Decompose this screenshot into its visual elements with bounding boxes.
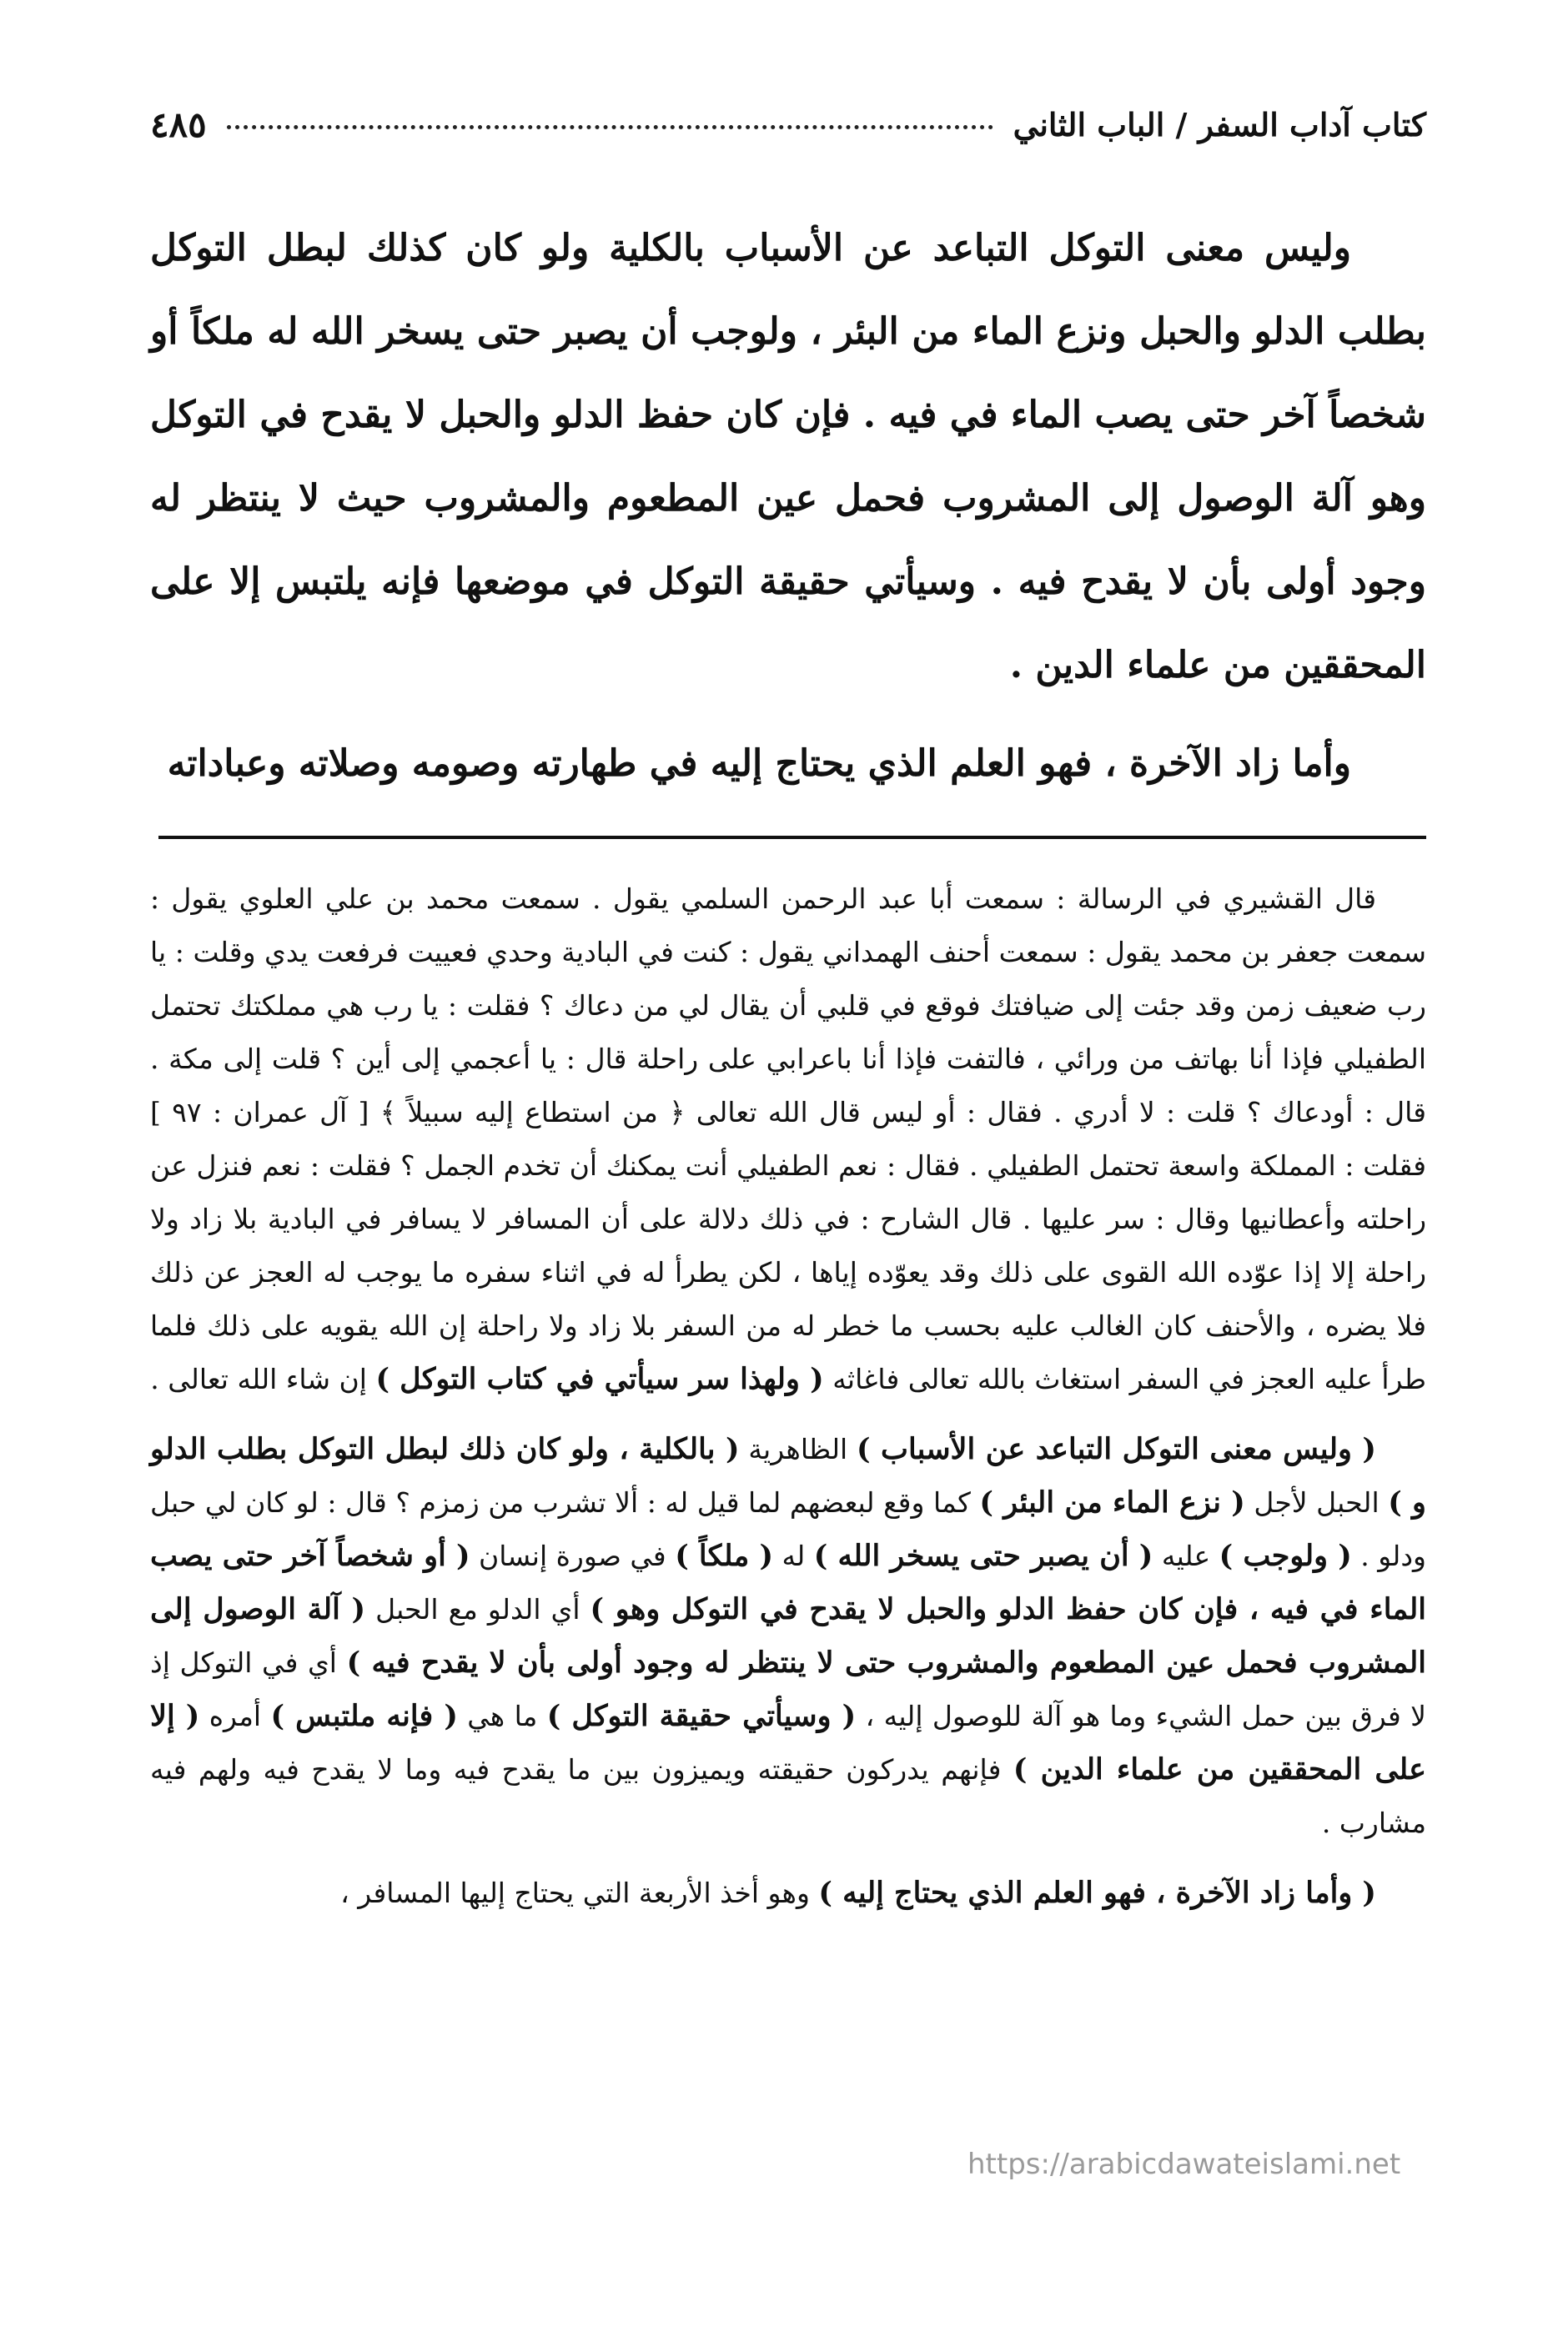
main-paragraph: وليس معنى التوكل التباعد عن الأسباب بالكلية ولو كان كذلك لبطل التوكل بطلب الدلو والحبل ونزع الماء من البئر ، ولوجب أن يصبر حتى يسخر الله له ملكاً أو شخصاً آخر حتى يصب الماء في فيه . فإن كان حفظ الدلو والحبل لا يقدح في التوكل وهو آلة الوصول إلى المشروب فحمل عين المطعوم والمشروب حيث لا ينتظر له وجود أولى بأن لا يقدح فيه . وسيأتي حقيقة التوكل في موضعها فإنه يلتبس إلا على المحققين من علماء الدين .	[150, 227, 1426, 686]
header-dot-leader	[227, 120, 993, 129]
source-watermark: https://arabicdawateislami.net	[967, 2148, 1401, 2181]
main-text	[150, 207, 1426, 806]
commentary-footnotes	[150, 872, 1426, 1920]
footnote-paragraph: قال القشيري في الرسالة : سمعت أبا عبد الرحمن السلمي يقول . سمعت محمد بن علي العلوي يقول : سمعت جعفر بن محمد يقول : سمعت أحنف الهمداني يقول : كنت في البادية وحدي فعييت فرفعت يدي وقلت : يا رب ضعيف زمن وقد جئت إلى ضيافتك فوقع في قلبي أن يقال لي من دعاك ؟ فقلت : يا رب هي مملكتك تحتمل الطفيلي فإذا أنا بهاتف من ورائي ، فالتفت فإذا أنا باعرابي على راحلة قال : يا أعجمي إلى أين ؟ قلت إلى مكة . قال : أودعاك ؟ قلت : لا أدري . فقال : أو ليس قال الله تعالى ﴿ من استطاع إليه سبيلاً ﴾ [ آل عمران : ٩٧ ] فقلت : المملكة واسعة تحتمل الطفيلي . فقال : نعم الطفيلي أنت يمكنك أن تخدم الجمل ؟ فقلت : نعم فنزل عن راحلته وأعطانيها وقال : سر عليها . قال الشارح : في ذلك دلالة على أن المسافر لا يسافر في البادية بلا زاد ولا راحلة إلا إذا عوّده الله القوى على ذلك وقد يعوّده إياها ، لكن يطرأ له في اثناء سفره ما يوجب له العجز عن ذلك فلا يضره ، والأحنف كان الغالب عليه بحسب ما خطر له من السفر بلا زاد ولا راحلة إن الله يقويه على ذلك فلما طرأ عليه العجز في السفر استغاث بالله تعالى فاغاثه ( ولهذا سر سيأتي في كتاب التوكل ) إن شاء الله تعالى .	[150, 882, 1427, 1396]
footnote-paragraph: ( وأما زاد الآخرة ، فهو العلم الذي يحتاج إليه ) وهو أخذ الأربعة التي يحتاج إليها المسافر ،	[340, 1876, 1376, 1910]
book-page	[150, 92, 1426, 2294]
page-number: ٤٨٥	[150, 103, 207, 145]
main-paragraph: وأما زاد الآخرة ، فهو العلم الذي يحتاج إليه في طهارته وصومه وصلاته وعباداته	[167, 742, 1351, 785]
footnote-divider	[158, 836, 1426, 839]
running-header	[150, 92, 1426, 157]
header-title: كتاب آداب السفر / الباب الثاني	[1013, 105, 1426, 143]
footnote-paragraph: ( وليس معنى التوكل التباعد عن الأسباب ) الظاهرية ( بالكلية ، ولو كان ذلك لبطل التوكل بطلب الدلو و ) الحبل لأجل ( نزع الماء من البئر ) كما وقع لبعضهم لما قيل له : ألا تشرب من زمزم ؟ قال : لو كان لي حبل ودلو . ( ولوجب ) عليه ( أن يصبر حتى يسخر الله ) له ( ملكاً ) في صورة إنسان ( أو شخصاً آخر حتى يصب الماء في فيه ، فإن كان حفظ الدلو والحبل لا يقدح في التوكل وهو ) أي الدلو مع الحبل ( آلة الوصول إلى المشروب فحمل عين المطعوم والمشروب حتى لا ينتظر له وجود أولى بأن لا يقدح فيه ) أي في التوكل إذ لا فرق بين حمل الشيء وما هو آلة للوصول إليه ، ( وسيأتي حقيقة التوكل ) ما هي ( فإنه ملتبس ) أمره ( إلا على المحققين من علماء الدين ) فإنهم يدركون حقيقته ويميزون بين ما يقدح فيه وما لا يقدح فيه ولهم فيه مشارب .	[149, 1432, 1427, 1839]
